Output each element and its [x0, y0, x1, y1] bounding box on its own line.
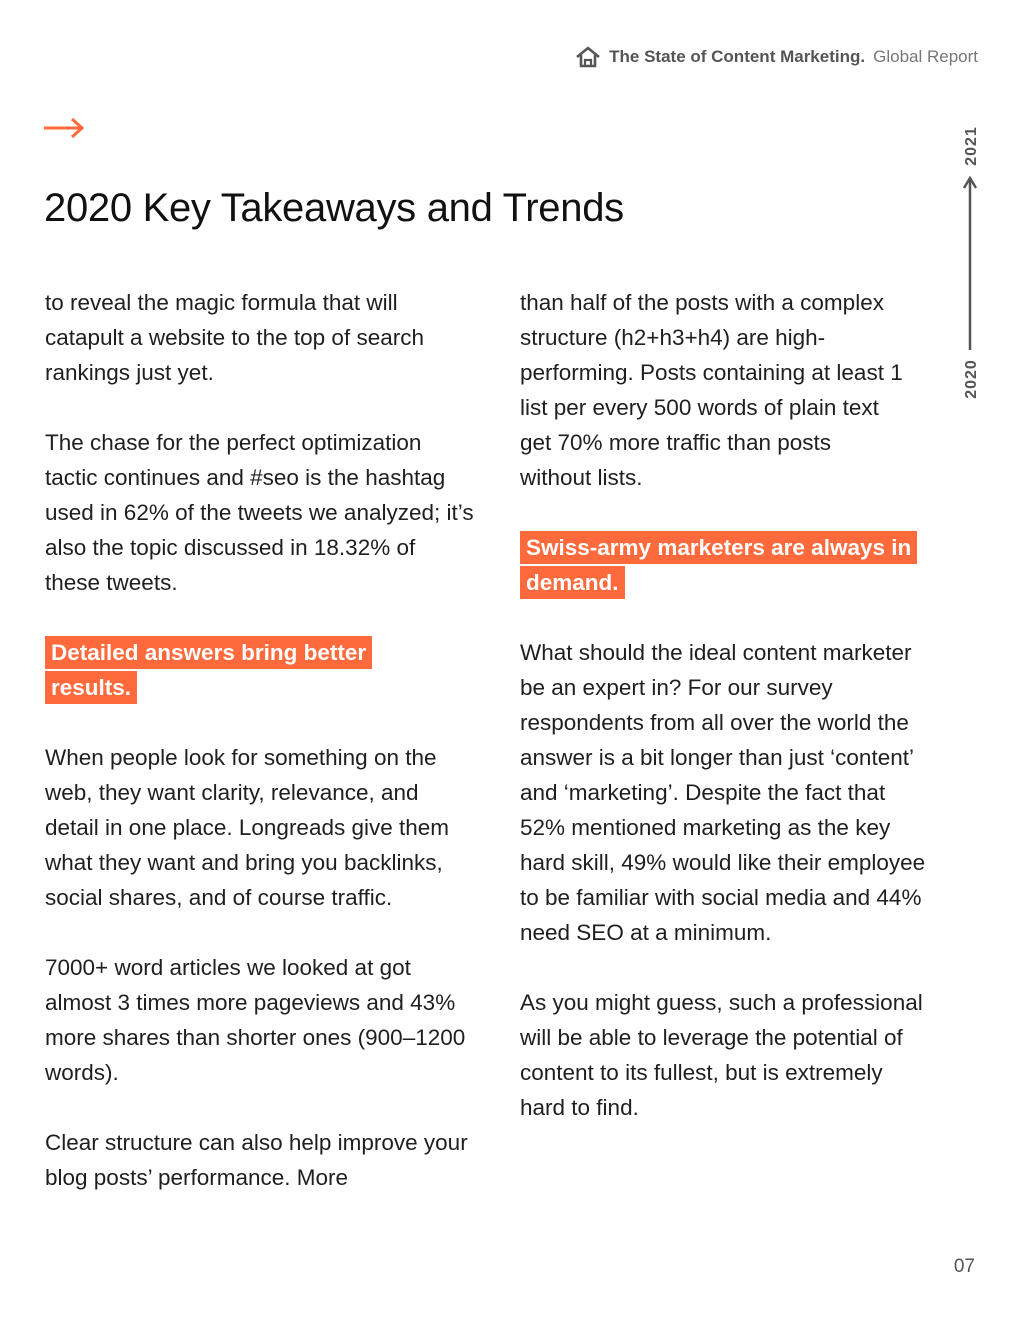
highlight-heading: Detailed answers bring better results. [45, 636, 372, 704]
left-column [45, 285, 475, 1230]
report-header [575, 46, 978, 68]
arrow-right-icon [44, 116, 86, 140]
page-number: 07 [953, 1256, 975, 1277]
paragraph: When people look for something on the web, they want clarity, relevance, and detail in one place. Longreads give them what they want and bring you backlinks, social shares, and of course traffic. [45, 745, 450, 910]
highlight-heading: Swiss-army marketers are always in demand. [520, 531, 917, 599]
paragraph: 7000+ word articles we looked at got almost 3 times more pageviews and 43% more shares than shorter ones (900–1200 words). [45, 955, 466, 1085]
paragraph: Clear structure can also help improve your blog posts’ performance. More [45, 1130, 468, 1190]
timeline-start-year: 2020 [963, 359, 980, 399]
right-column [520, 285, 930, 1160]
paragraph: to reveal the magic formula that will catapult a website to the top of search rankings just yet. [45, 290, 424, 385]
paragraph: What should the ideal content marketer be an expert in? For our survey respondents from all over the world the answer is a bit longer than just ‘content’ and ‘marketing’. Despite the fact that 52% mentioned marketing as the key hard skill, 49% would like their employee to be familiar with social media and 44% need SEO at a minimum. [520, 640, 926, 945]
report-title: The State of Content Marketing. [609, 47, 866, 66]
home-icon [575, 46, 601, 68]
paragraph: As you might guess, such a professional will be able to leverage the potential of content to its fullest, but is extremely hard to find. [520, 990, 923, 1120]
paragraph: than half of the posts with a complex structure (h2+h3+h4) are high-performing. Posts containing at least 1 list per every 500 words of plain text get 70% more traffic than posts without lists. [520, 290, 903, 490]
page-title: 2020 Key Takeaways and Trends [44, 186, 624, 230]
report-subtitle: Global Report [873, 47, 978, 66]
timeline-end-year: 2021 [963, 126, 980, 166]
paragraph: The chase for the perfect optimization tactic continues and #seo is the hashtag used in 62% of the tweets we analyzed; it’s also the topic discussed in 18.32% of these tweets. [45, 430, 474, 595]
timeline [950, 122, 990, 402]
